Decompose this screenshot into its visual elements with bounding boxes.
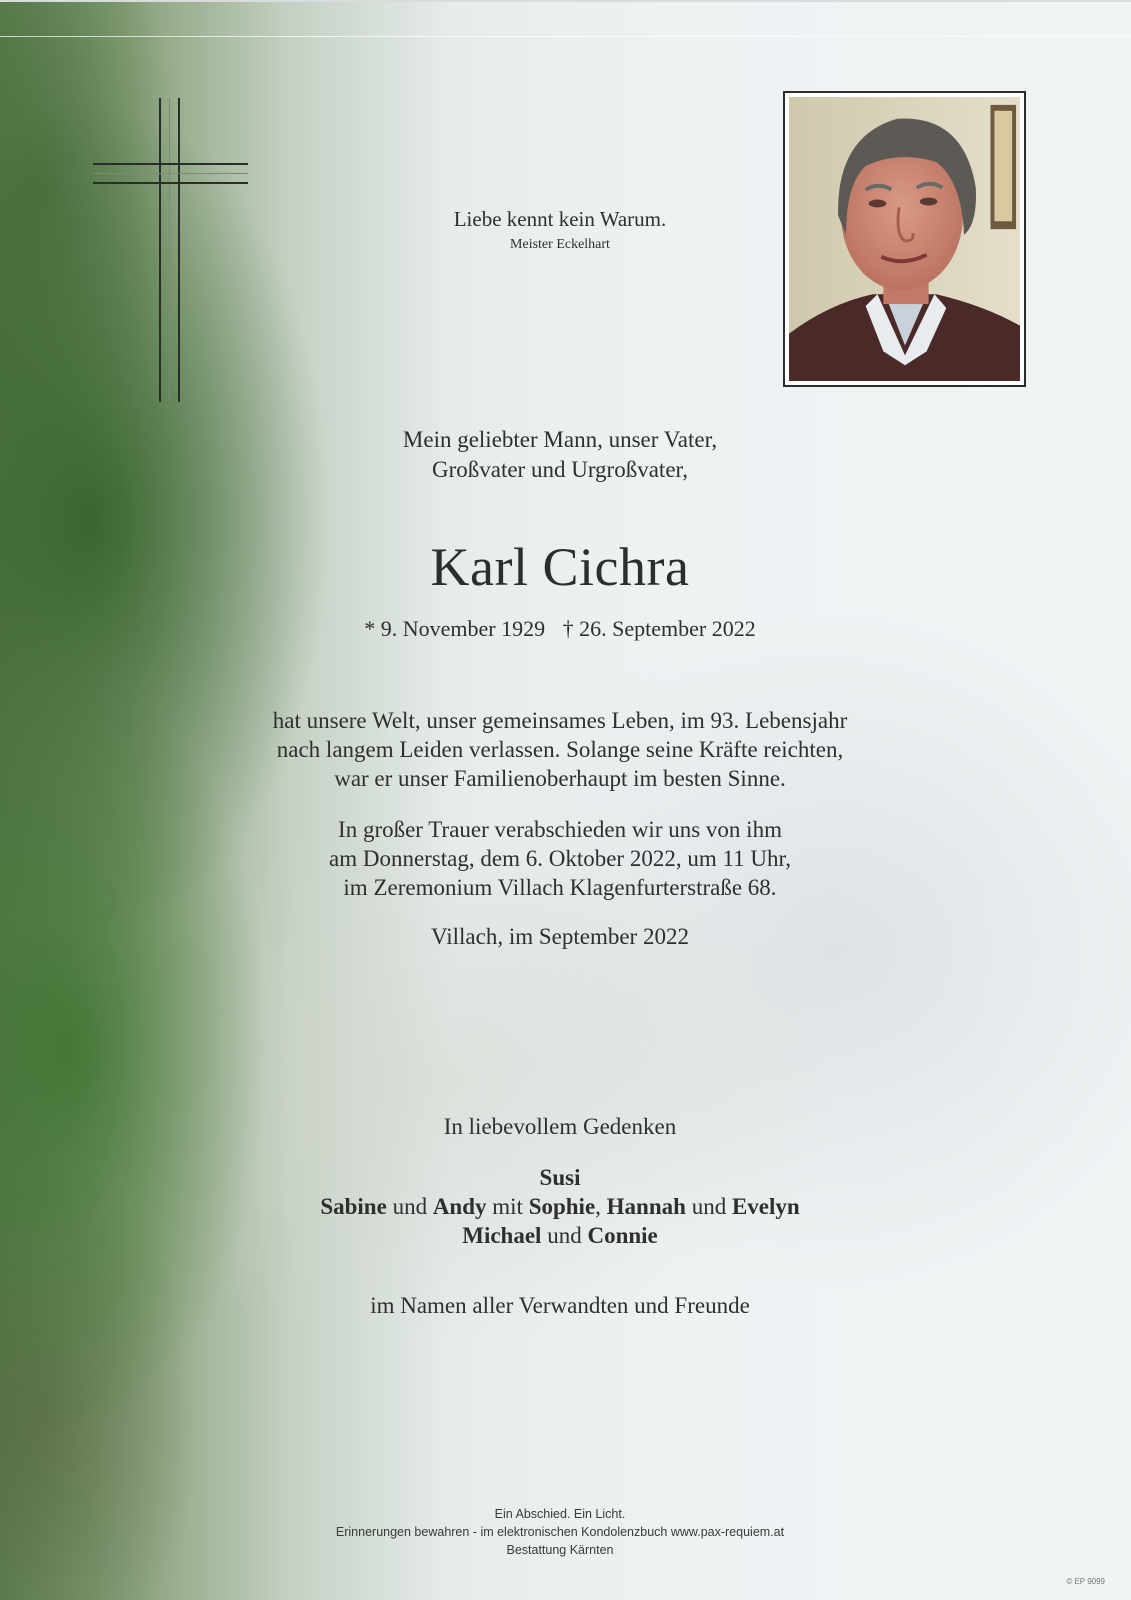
paragraph-line: im Zeremonium Villach Klagenfurterstraße 68. xyxy=(343,875,777,900)
footer-link-line[interactable]: Erinnerungen bewahren - im elektronischen Kondolenzbuch www.pax-requiem.at xyxy=(335,1525,785,1539)
top-border xyxy=(0,0,1131,2)
memory-heading: In liebevollem Gedenken xyxy=(443,1114,677,1139)
family-line: Sabine und Andy mit Sophie, Hannah und Evelyn xyxy=(320,1194,800,1219)
footer xyxy=(200,1505,920,1559)
intro-line: Großvater und Urgroßvater, xyxy=(431,457,689,482)
paragraph-line: war er unser Familienoberhaupt im besten Sinne. xyxy=(334,766,786,791)
footer-line: Ein Abschied. Ein Licht. xyxy=(494,1507,626,1521)
paragraph-line: In großer Trauer verabschieden wir uns von ihm xyxy=(338,817,782,842)
obituary-paragraph xyxy=(160,706,960,793)
quote-author: Meister Eckelhart xyxy=(510,237,610,252)
deceased-name: Karl Cichra xyxy=(430,537,690,597)
paragraph-line: nach langem Leiden verlassen. Solange seine Kräfte reichten, xyxy=(276,737,844,762)
family-line: Michael und Connie xyxy=(462,1223,658,1248)
life-dates xyxy=(200,614,920,644)
paragraph-line: am Donnerstag, dem 6. Oktober 2022, um 11 Uhr, xyxy=(329,846,791,871)
closing-text: im Namen aller Verwandten und Freunde xyxy=(370,1293,750,1318)
intro-line: Mein geliebter Mann, unser Vater, xyxy=(402,427,718,452)
print-code: © EP 9099 xyxy=(1066,1577,1105,1586)
footer-line: Bestattung Kärnten xyxy=(506,1543,614,1557)
place-date: Villach, im September 2022 xyxy=(431,924,689,949)
family-line: Susi xyxy=(539,1165,581,1190)
death-date: † 26. September 2022 xyxy=(562,616,756,641)
paragraph-line: hat unsere Welt, unser gemeinsames Leben, im 93. Lebensjahr xyxy=(272,708,848,733)
family-list xyxy=(200,1163,920,1250)
quote-text: Liebe kennt kein Warum. xyxy=(453,207,667,231)
intro-text xyxy=(200,425,920,485)
top-divider xyxy=(0,36,1131,37)
birth-date: * 9. November 1929 xyxy=(364,616,546,641)
farewell-paragraph xyxy=(200,815,920,902)
